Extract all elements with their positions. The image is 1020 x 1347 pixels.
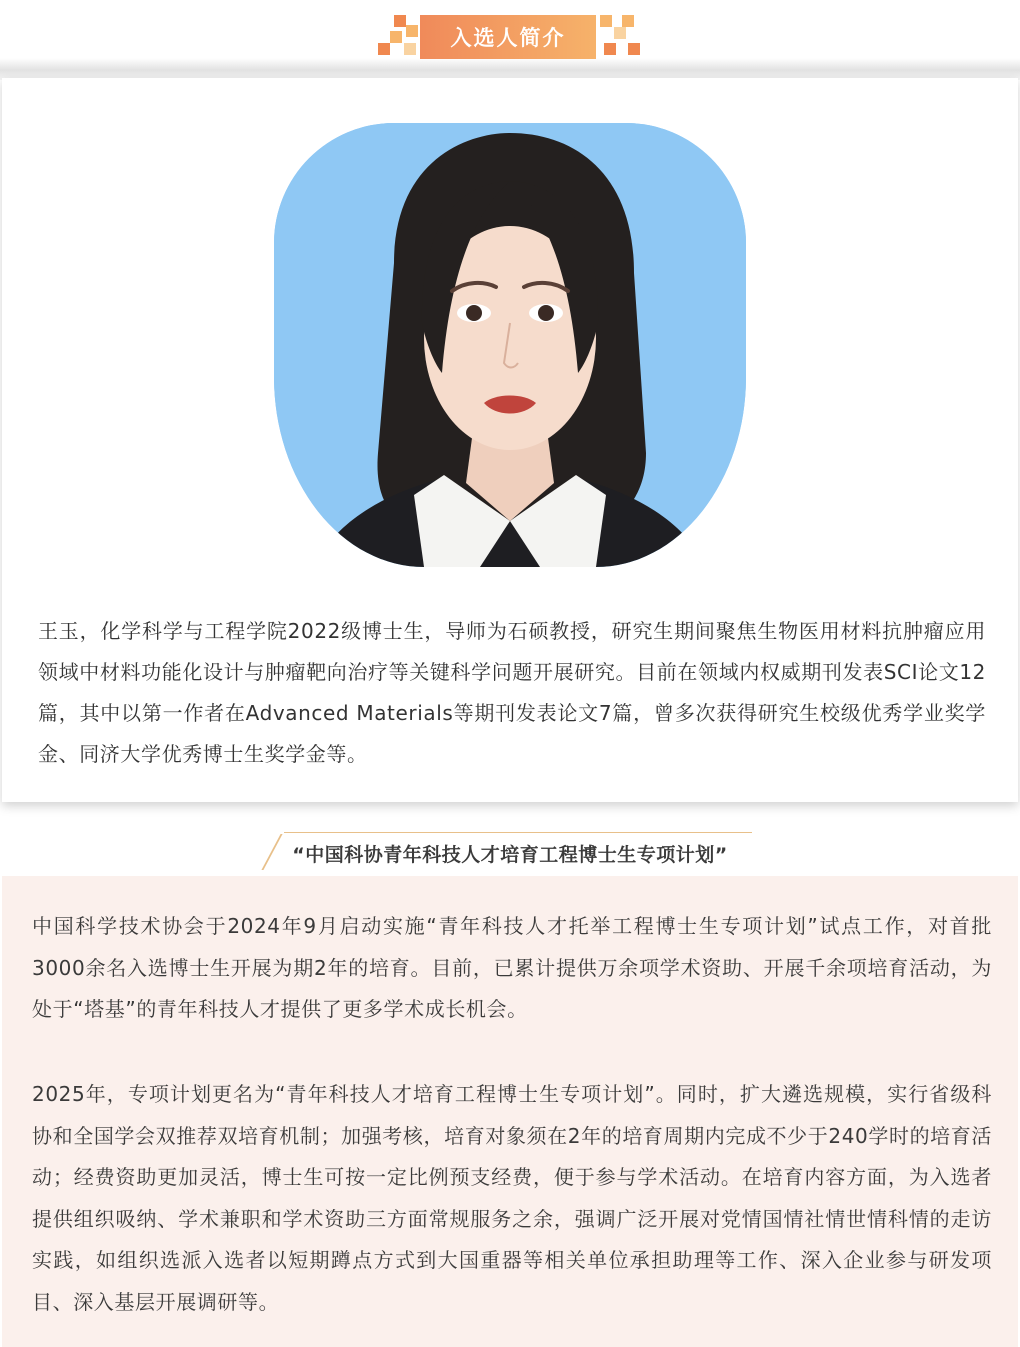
pixel-decoration xyxy=(614,27,626,39)
header-shadow xyxy=(0,58,1020,80)
pixel-decoration xyxy=(628,43,640,55)
pixel-decoration xyxy=(394,15,406,27)
pixel-decoration xyxy=(604,43,616,55)
portrait-illustration xyxy=(274,123,746,567)
profile-photo xyxy=(274,123,746,567)
program-title: “中国科协青年科技人才培育工程博士生专项计划” xyxy=(292,844,728,866)
profile-bio: 王玉，化学科学与工程学院2022级博士生，导师为石硕教授，研究生期间聚焦生物医用材料抗肿瘤应用领域中材料功能化设计与肿瘤靶向治疗等关键科学问题开展研究。目前在领域内权威期刊发表SCI论文12篇，其中以第一作者在Advanced Materials等期刊发表论文7篇，曾多次获得研究生校级优秀学业奖学金、同济大学优秀博士生奖学金等。 xyxy=(38,619,986,766)
program-info-panel xyxy=(2,876,1018,1347)
section-title-block xyxy=(268,832,752,870)
pixel-decoration xyxy=(600,15,612,27)
program-paragraph: 中国科学技术协会于2024年9月启动实施“青年科技人才托举工程博士生专项计划”试点工作，对首批3000余名入选博士生开展为期2年的培育。目前，已累计提供万余项学术资助、开展千余项培育活动，为处于“塔基”的青年科技人才提供了更多学术成长机会。 xyxy=(32,914,992,1021)
pixel-decoration xyxy=(404,43,416,55)
pixel-decoration xyxy=(390,31,402,43)
ribbon-title: 入选人简介 xyxy=(420,15,596,59)
pixel-decoration xyxy=(622,15,634,27)
pixel-decoration xyxy=(406,25,418,37)
profile-card xyxy=(2,78,1018,802)
program-paragraph: 2025年，专项计划更名为“青年科技人才培育工程博士生专项计划”。同时，扩大遴选规模，实行省级科协和全国学会双推荐双培育机制；加强考核，培育对象须在2年的培育周期内完成不少于240学时的培育活动；经费资助更加灵活，博士生可按一定比例预支经费，便于参与学术活动。在培育内容方面，为入选者提供组织吸纳、学术兼职和学术资助三方面常规服务之余，强调广泛开展对党情国情社情世情科情的走访实践，如组织选派入选者以短期蹲点方式到大国重器等相关单位承担助理等工作、深入企业参与研发项目、深入基层开展调研等。 xyxy=(32,1082,992,1314)
pixel-decoration xyxy=(378,43,390,55)
title-divider-line xyxy=(284,832,752,833)
section-header xyxy=(0,0,1020,70)
